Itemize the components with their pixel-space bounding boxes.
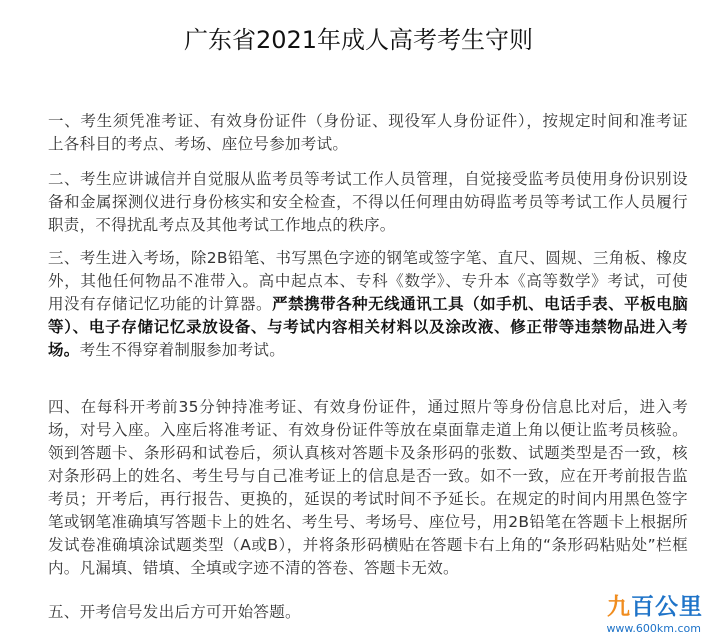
rule-paragraph-2: 二、考生应讲诚信并自觉服从监考员等考试工作人员管理，自觉接受监考员使用身份识别设备和金属探测仪进行身份核实和安全检查，不得以任何理由妨碍监考员等考试工作人员履行职责，不得扰乱考点及其他考试工作地点的秩序。	[48, 170, 688, 234]
rule-paragraph-4: 四、在每科开考前35分钟持准考证、有效身份证件，通过照片等身份信息比对后，进入考场，对号入座。入座后将准考证、有效身份证件等放在桌面靠走道上角以便让监考员核验。领到答题卡、条形码和试卷后，须认真核对答题卡及条形码的张数、试题类型是否一致，核对条形码上的姓名、考生号与自己准考证上的信息是否一致。如不一致，应在开考前报告监考员；开考后，再行报告、更换的，延误的考试时间不予延长。在规定的时间内用黑色签字笔或钢笔准确填写答题卡上的姓名、考生号、考场号、座位号，用2B铅笔在答题卡上根据所发试卷准确填涂试题类型（A或B），并将条形码横贴在答题卡右上角的“条形码粘贴处”栏框内。凡漏填、错填、全填或字迹不清的答卷、答题卡无效。	[48, 398, 688, 577]
rule-paragraph-3	[48, 247, 688, 362]
rule-paragraph-5: 五、开考信号发出后方可开始答题。	[48, 603, 301, 621]
watermark-logo	[607, 593, 703, 621]
rule-paragraph-1: 一、考生须凭准考证、有效身份证件（身份证、现役军人身份证件），按规定时间和准考证上各科目的考点、考场、座位号参加考试。	[48, 112, 688, 153]
rule-paragraph-3-intro: 三、考生进入考场，除2B铅笔、书写黑色字迹的钢笔或签字笔、直尺、圆规、三角板、橡皮外，其他任何物品不准带入。高中起点本、专科《数学》、专升本《高等数学》考试，可使用没有存储记忆功能的计算器。	[48, 249, 688, 313]
page-title: 广东省2021年成人高考考生守则	[183, 26, 534, 54]
watermark-logo-accent: 九	[607, 594, 631, 620]
site-watermark	[591, 593, 709, 635]
watermark-logo-text: 百公里	[631, 594, 703, 620]
rule-paragraph-3-uniform-note: 考生不得穿着制服参加考试。	[79, 341, 286, 359]
watermark-url: www.600km.com	[606, 622, 701, 635]
rule-paragraph-3-prohibited-items: 严禁携带各种无线通讯工具（如手机、电话手表、平板电脑等）、电子存储记忆录放设备、与考试内容相关材料以及涂改液、修正带等违禁物品进入考场。	[48, 295, 688, 359]
